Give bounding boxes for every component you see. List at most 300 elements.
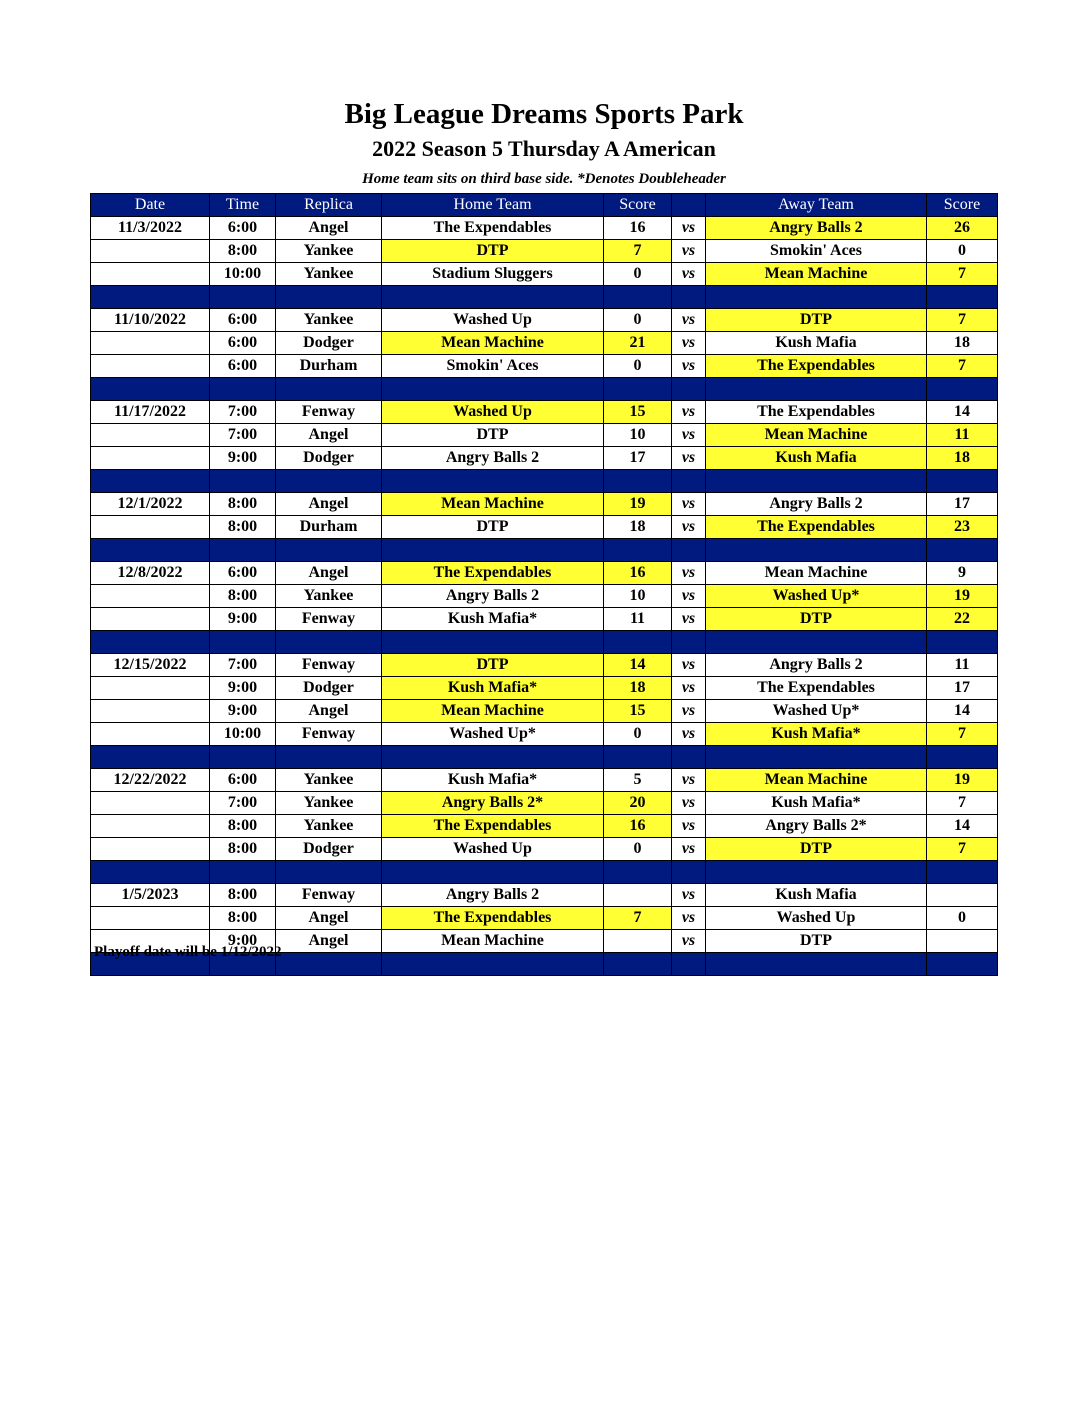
separator-cell [382, 286, 604, 309]
cell-away-team: DTP [706, 930, 927, 953]
cell-home-team: Angry Balls 2 [382, 884, 604, 907]
cell-vs: vs [672, 332, 706, 355]
cell-away-team: Kush Mafia* [706, 723, 927, 746]
cell-date: 12/15/2022 [91, 654, 210, 677]
cell-vs: vs [672, 884, 706, 907]
separator-cell [210, 631, 276, 654]
separator-cell [604, 470, 672, 493]
cell-home-team: The Expendables [382, 562, 604, 585]
cell-home-team: Angry Balls 2 [382, 447, 604, 470]
cell-time: 6:00 [210, 562, 276, 585]
separator-cell [276, 539, 382, 562]
separator-cell [276, 861, 382, 884]
col-header-home-score: Score [604, 194, 672, 217]
separator-cell [210, 539, 276, 562]
table-row [91, 907, 998, 930]
cell-replica: Dodger [276, 677, 382, 700]
cell-time: 8:00 [210, 884, 276, 907]
cell-away-score: 7 [927, 792, 998, 815]
cell-away-team: Kush Mafia [706, 332, 927, 355]
cell-vs: vs [672, 516, 706, 539]
col-header-replica: Replica [276, 194, 382, 217]
cell-home-score: 15 [604, 700, 672, 723]
table-row [91, 309, 998, 332]
cell-time: 7:00 [210, 654, 276, 677]
cell-time: 9:00 [210, 677, 276, 700]
cell-home-team: Washed Up [382, 838, 604, 861]
separator-cell [604, 631, 672, 654]
table-row [91, 769, 998, 792]
cell-date [91, 585, 210, 608]
separator-cell [210, 378, 276, 401]
schedule-table [90, 193, 998, 976]
separator-row [91, 631, 998, 654]
cell-date [91, 792, 210, 815]
cell-replica: Angel [276, 930, 382, 953]
separator-cell [91, 470, 210, 493]
col-header-time: Time [210, 194, 276, 217]
cell-vs: vs [672, 424, 706, 447]
separator-cell [927, 470, 998, 493]
cell-home-team: The Expendables [382, 907, 604, 930]
cell-date [91, 355, 210, 378]
cell-vs: vs [672, 447, 706, 470]
cell-away-team: Angry Balls 2 [706, 217, 927, 240]
cell-away-team: DTP [706, 608, 927, 631]
table-row [91, 355, 998, 378]
cell-away-team: Mean Machine [706, 769, 927, 792]
separator-cell [927, 861, 998, 884]
cell-away-team: DTP [706, 838, 927, 861]
cell-vs: vs [672, 769, 706, 792]
cell-home-score: 10 [604, 424, 672, 447]
cell-home-score: 0 [604, 723, 672, 746]
table-row [91, 792, 998, 815]
cell-date [91, 447, 210, 470]
separator-cell [91, 539, 210, 562]
cell-time: 6:00 [210, 355, 276, 378]
cell-time: 8:00 [210, 907, 276, 930]
cell-home-team: DTP [382, 240, 604, 263]
cell-away-score: 18 [927, 447, 998, 470]
cell-replica: Angel [276, 700, 382, 723]
cell-home-team: The Expendables [382, 815, 604, 838]
cell-replica: Fenway [276, 884, 382, 907]
cell-away-score: 0 [927, 240, 998, 263]
cell-date [91, 700, 210, 723]
cell-away-score: 22 [927, 608, 998, 631]
cell-away-score [927, 884, 998, 907]
cell-vs: vs [672, 723, 706, 746]
cell-home-team: DTP [382, 654, 604, 677]
separator-cell [210, 470, 276, 493]
cell-replica: Angel [276, 493, 382, 516]
cell-replica: Fenway [276, 723, 382, 746]
cell-vs: vs [672, 562, 706, 585]
cell-date [91, 332, 210, 355]
cell-away-score: 17 [927, 493, 998, 516]
separator-cell [91, 378, 210, 401]
separator-cell [382, 861, 604, 884]
cell-date [91, 838, 210, 861]
cell-home-score [604, 884, 672, 907]
cell-away-team: Kush Mafia [706, 884, 927, 907]
separator-cell [91, 746, 210, 769]
cell-home-score: 0 [604, 838, 672, 861]
separator-cell [706, 746, 927, 769]
separator-row [91, 470, 998, 493]
cell-vs: vs [672, 217, 706, 240]
cell-away-score: 26 [927, 217, 998, 240]
cell-home-team: Mean Machine [382, 930, 604, 953]
cell-away-score: 7 [927, 355, 998, 378]
cell-away-team: Smokin' Aces [706, 240, 927, 263]
cell-away-team: Mean Machine [706, 263, 927, 286]
col-header-away-score: Score [927, 194, 998, 217]
cell-time: 9:00 [210, 930, 276, 953]
separator-cell [382, 539, 604, 562]
cell-away-team: Kush Mafia [706, 447, 927, 470]
table-row [91, 493, 998, 516]
table-row [91, 263, 998, 286]
separator-cell [927, 378, 998, 401]
cell-vs: vs [672, 585, 706, 608]
separator-cell [91, 861, 210, 884]
separator-cell [706, 286, 927, 309]
cell-away-score: 14 [927, 401, 998, 424]
table-row [91, 677, 998, 700]
cell-date: 12/1/2022 [91, 493, 210, 516]
cell-away-team: Angry Balls 2 [706, 493, 927, 516]
cell-date [91, 907, 210, 930]
cell-time: 8:00 [210, 838, 276, 861]
cell-time: 8:00 [210, 493, 276, 516]
cell-away-score: 0 [927, 907, 998, 930]
cell-home-score: 16 [604, 815, 672, 838]
cell-vs: vs [672, 907, 706, 930]
separator-cell [604, 746, 672, 769]
cell-vs: vs [672, 355, 706, 378]
table-row [91, 424, 998, 447]
cell-home-score: 7 [604, 240, 672, 263]
cell-date [91, 608, 210, 631]
separator-cell [672, 861, 706, 884]
cell-home-score: 16 [604, 562, 672, 585]
cell-date: 11/17/2022 [91, 401, 210, 424]
separator-cell [672, 631, 706, 654]
page-subtitle: 2022 Season 5 Thursday A American [372, 136, 716, 161]
separator-cell [604, 286, 672, 309]
cell-replica: Dodger [276, 447, 382, 470]
cell-replica: Dodger [276, 838, 382, 861]
cell-replica: Yankee [276, 792, 382, 815]
cell-date: 11/10/2022 [91, 309, 210, 332]
cell-replica: Fenway [276, 654, 382, 677]
cell-home-team: Kush Mafia* [382, 769, 604, 792]
cell-time: 8:00 [210, 585, 276, 608]
separator-cell [927, 286, 998, 309]
cell-home-team: DTP [382, 516, 604, 539]
cell-time: 7:00 [210, 792, 276, 815]
separator-cell [604, 378, 672, 401]
cell-replica: Fenway [276, 608, 382, 631]
cell-home-score [604, 930, 672, 953]
cell-date: 12/22/2022 [91, 769, 210, 792]
cell-away-score: 7 [927, 263, 998, 286]
cell-home-team: Angry Balls 2 [382, 585, 604, 608]
cell-vs: vs [672, 815, 706, 838]
schedule-body [91, 217, 998, 976]
cell-home-score: 11 [604, 608, 672, 631]
separator-cell [276, 470, 382, 493]
cell-away-team: Angry Balls 2* [706, 815, 927, 838]
cell-date: 1/5/2023 [91, 884, 210, 907]
cell-home-score: 21 [604, 332, 672, 355]
cell-home-team: Mean Machine [382, 700, 604, 723]
cell-vs: vs [672, 930, 706, 953]
separator-cell [604, 539, 672, 562]
separator-cell [604, 861, 672, 884]
cell-replica: Yankee [276, 585, 382, 608]
cell-vs: vs [672, 654, 706, 677]
cell-date [91, 240, 210, 263]
cell-home-score: 19 [604, 493, 672, 516]
separator-cell [927, 539, 998, 562]
col-header-away-team: Away Team [706, 194, 927, 217]
separator-cell [927, 746, 998, 769]
cell-time: 8:00 [210, 240, 276, 263]
cell-away-team: The Expendables [706, 516, 927, 539]
separator-cell [210, 861, 276, 884]
schedule-note: Home team sits on third base side. *Denotes Doubleheader [362, 171, 726, 187]
table-row [91, 654, 998, 677]
separator-cell [706, 953, 927, 976]
cell-home-score: 18 [604, 516, 672, 539]
cell-vs: vs [672, 677, 706, 700]
cell-home-score: 0 [604, 263, 672, 286]
cell-away-score: 17 [927, 677, 998, 700]
cell-vs: vs [672, 792, 706, 815]
cell-home-score: 10 [604, 585, 672, 608]
cell-replica: Angel [276, 562, 382, 585]
cell-home-score: 7 [604, 907, 672, 930]
cell-replica: Yankee [276, 815, 382, 838]
separator-cell [210, 286, 276, 309]
separator-cell [91, 286, 210, 309]
cell-away-score: 9 [927, 562, 998, 585]
cell-home-team: Angry Balls 2* [382, 792, 604, 815]
cell-away-score: 19 [927, 769, 998, 792]
col-header-vs [672, 194, 706, 217]
cell-date [91, 677, 210, 700]
separator-cell [276, 286, 382, 309]
table-row [91, 700, 998, 723]
cell-vs: vs [672, 700, 706, 723]
cell-vs: vs [672, 838, 706, 861]
separator-cell [382, 470, 604, 493]
cell-away-score: 19 [927, 585, 998, 608]
cell-home-score: 16 [604, 217, 672, 240]
separator-cell [276, 953, 382, 976]
playoff-note: Playoff date will be 1/12/2022 [94, 944, 282, 960]
col-header-home-team: Home Team [382, 194, 604, 217]
separator-cell [210, 746, 276, 769]
cell-time: 9:00 [210, 608, 276, 631]
table-row [91, 562, 998, 585]
table-row [91, 240, 998, 263]
cell-away-score: 11 [927, 424, 998, 447]
cell-replica: Dodger [276, 332, 382, 355]
cell-time: 7:00 [210, 424, 276, 447]
cell-time: 8:00 [210, 815, 276, 838]
cell-home-team: The Expendables [382, 217, 604, 240]
table-row [91, 884, 998, 907]
cell-away-team: Angry Balls 2 [706, 654, 927, 677]
cell-time: 6:00 [210, 332, 276, 355]
cell-replica: Durham [276, 516, 382, 539]
cell-away-team: The Expendables [706, 401, 927, 424]
table-row [91, 585, 998, 608]
cell-home-score: 0 [604, 309, 672, 332]
cell-away-team: Mean Machine [706, 562, 927, 585]
table-row [91, 723, 998, 746]
table-row [91, 217, 998, 240]
cell-away-team: DTP [706, 309, 927, 332]
cell-home-team: Kush Mafia* [382, 608, 604, 631]
separator-cell [382, 631, 604, 654]
separator-cell [672, 539, 706, 562]
table-row [91, 815, 998, 838]
cell-time: 6:00 [210, 309, 276, 332]
separator-cell [927, 953, 998, 976]
separator-row [91, 861, 998, 884]
table-row [91, 447, 998, 470]
separator-cell [706, 631, 927, 654]
cell-away-team: Washed Up* [706, 585, 927, 608]
cell-time: 7:00 [210, 401, 276, 424]
separator-cell [672, 746, 706, 769]
cell-vs: vs [672, 401, 706, 424]
cell-home-team: DTP [382, 424, 604, 447]
separator-row [91, 746, 998, 769]
cell-date [91, 815, 210, 838]
cell-replica: Yankee [276, 769, 382, 792]
cell-replica: Durham [276, 355, 382, 378]
cell-time: 8:00 [210, 516, 276, 539]
cell-away-score: 14 [927, 815, 998, 838]
separator-cell [276, 631, 382, 654]
cell-away-score: 14 [927, 700, 998, 723]
cell-date [91, 723, 210, 746]
cell-replica: Yankee [276, 240, 382, 263]
cell-replica: Angel [276, 424, 382, 447]
cell-time: 10:00 [210, 723, 276, 746]
cell-home-team: Smokin' Aces [382, 355, 604, 378]
cell-time: 9:00 [210, 447, 276, 470]
cell-vs: vs [672, 263, 706, 286]
separator-row [91, 378, 998, 401]
cell-time: 9:00 [210, 700, 276, 723]
cell-away-score: 23 [927, 516, 998, 539]
cell-away-team: Washed Up [706, 907, 927, 930]
separator-cell [276, 378, 382, 401]
separator-cell [382, 746, 604, 769]
cell-home-team: Washed Up* [382, 723, 604, 746]
cell-home-score: 5 [604, 769, 672, 792]
separator-row [91, 539, 998, 562]
separator-cell [706, 378, 927, 401]
cell-home-team: Washed Up [382, 401, 604, 424]
cell-home-score: 20 [604, 792, 672, 815]
cell-away-score: 18 [927, 332, 998, 355]
cell-home-score: 18 [604, 677, 672, 700]
cell-away-score [927, 930, 998, 953]
cell-time: 6:00 [210, 217, 276, 240]
cell-date [91, 424, 210, 447]
cell-home-team: Mean Machine [382, 493, 604, 516]
table-row [91, 516, 998, 539]
separator-cell [91, 631, 210, 654]
separator-cell [672, 378, 706, 401]
cell-date [91, 263, 210, 286]
cell-home-team: Washed Up [382, 309, 604, 332]
cell-away-score: 7 [927, 723, 998, 746]
cell-away-score: 7 [927, 838, 998, 861]
separator-row [91, 286, 998, 309]
cell-vs: vs [672, 493, 706, 516]
cell-time: 10:00 [210, 263, 276, 286]
cell-away-team: Kush Mafia* [706, 792, 927, 815]
cell-home-team: Mean Machine [382, 332, 604, 355]
cell-home-team: Stadium Sluggers [382, 263, 604, 286]
cell-home-score: 15 [604, 401, 672, 424]
cell-time: 6:00 [210, 769, 276, 792]
separator-cell [672, 286, 706, 309]
separator-cell [706, 470, 927, 493]
table-row [91, 401, 998, 424]
cell-away-team: The Expendables [706, 355, 927, 378]
separator-cell [672, 470, 706, 493]
cell-away-team: The Expendables [706, 677, 927, 700]
cell-away-score: 7 [927, 309, 998, 332]
cell-vs: vs [672, 608, 706, 631]
cell-replica: Angel [276, 907, 382, 930]
cell-home-score: 17 [604, 447, 672, 470]
cell-home-score: 14 [604, 654, 672, 677]
separator-cell [382, 378, 604, 401]
cell-away-team: Washed Up* [706, 700, 927, 723]
cell-home-score: 0 [604, 355, 672, 378]
separator-cell [276, 746, 382, 769]
cell-vs: vs [672, 240, 706, 263]
separator-cell [604, 953, 672, 976]
table-row [91, 332, 998, 355]
cell-replica: Yankee [276, 309, 382, 332]
cell-home-team: Kush Mafia* [382, 677, 604, 700]
table-header-row [91, 194, 998, 217]
separator-cell [382, 953, 604, 976]
table-row [91, 838, 998, 861]
cell-vs: vs [672, 309, 706, 332]
separator-cell [672, 953, 706, 976]
table-row [91, 608, 998, 631]
cell-away-team: Mean Machine [706, 424, 927, 447]
cell-date: 12/8/2022 [91, 562, 210, 585]
cell-away-score: 11 [927, 654, 998, 677]
cell-replica: Angel [276, 217, 382, 240]
col-header-date: Date [91, 194, 210, 217]
page-title: Big League Dreams Sports Park [344, 98, 744, 130]
